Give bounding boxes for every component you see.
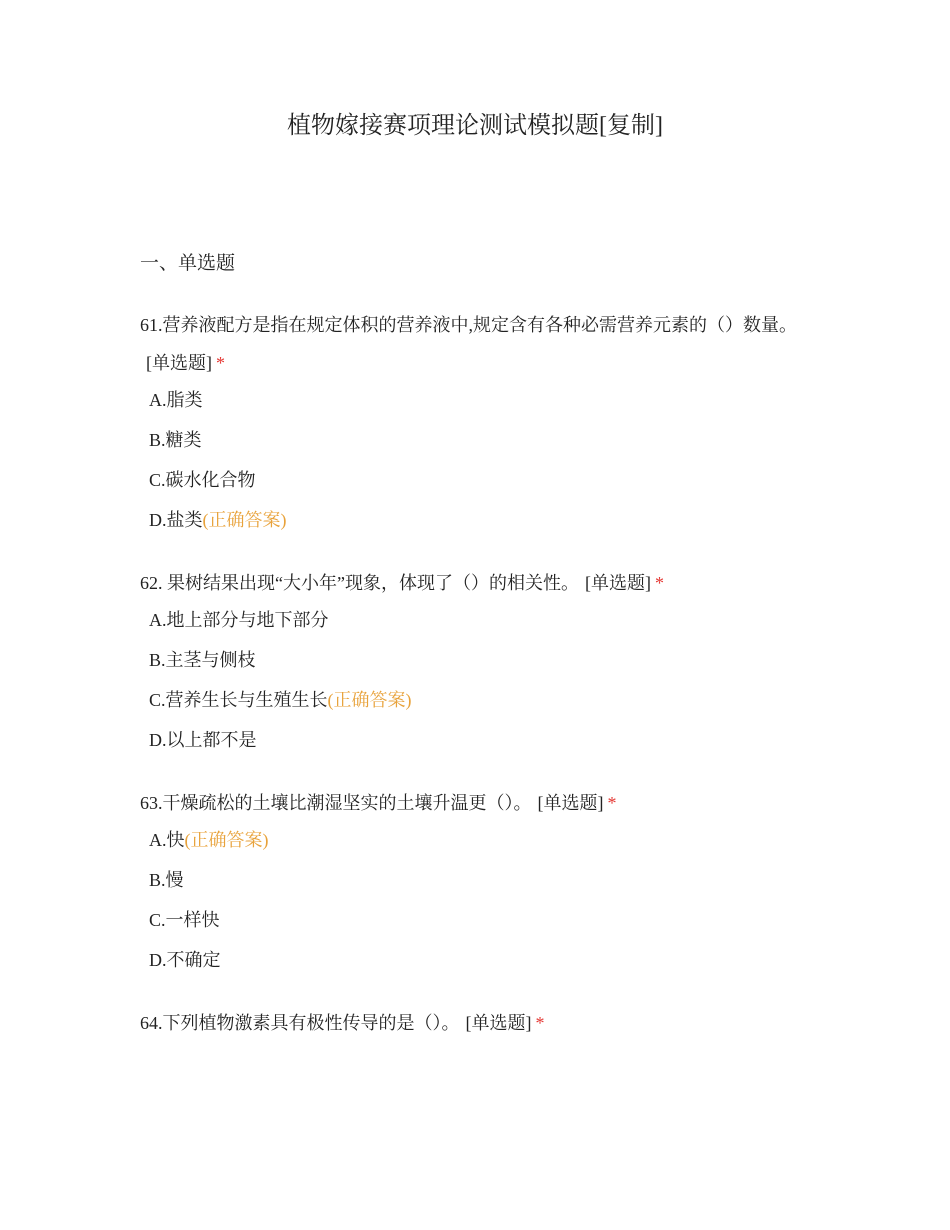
question-type-label: [单选题]: [146, 353, 212, 373]
option-c[interactable]: [149, 686, 800, 714]
required-marker: *: [535, 1013, 545, 1033]
option-c[interactable]: [149, 906, 800, 934]
section-heading: 一、单选题: [140, 253, 236, 274]
option-b[interactable]: [149, 646, 800, 674]
option-label: B.主茎与侧枝: [149, 650, 256, 670]
question-text: [140, 306, 800, 382]
question-64: [140, 1004, 800, 1042]
option-a[interactable]: [149, 606, 800, 634]
option-label: C.营养生长与生殖生长: [149, 690, 328, 710]
option-label: D.盐类: [149, 510, 203, 530]
question-stem: 64.下列植物激素具有极性传导的是（）。: [140, 1013, 460, 1033]
option-c[interactable]: [149, 466, 800, 494]
correct-answer-tag: (正确答案): [202, 510, 287, 530]
question-type-label: [单选题]: [584, 573, 651, 593]
question-text: [140, 564, 800, 602]
question-text: [140, 1004, 800, 1042]
question-text: [140, 784, 800, 822]
option-label: D.不确定: [149, 950, 221, 970]
question-61: [140, 306, 800, 534]
correct-answer-tag: (正确答案): [327, 690, 412, 710]
option-label: C.碳水化合物: [149, 470, 256, 490]
option-label: A.地上部分与地下部分: [149, 610, 329, 630]
correct-answer-tag: (正确答案): [184, 830, 269, 850]
option-b[interactable]: [149, 866, 800, 894]
question-62: [140, 564, 800, 754]
question-stem: 62. 果树结果出现“大小年”现象，体现了（）的相关性。: [140, 573, 579, 593]
required-marker: *: [607, 793, 617, 813]
option-b[interactable]: [149, 426, 800, 454]
option-d[interactable]: [149, 506, 800, 534]
option-d[interactable]: [149, 946, 800, 974]
page-title: 植物嫁接赛项理论测试模拟题[复制]: [287, 113, 663, 139]
question-stem: 61.营养液配方是指在规定体积的营养液中,规定含有各种必需营养元素的（）数量。: [140, 315, 797, 335]
question-63: [140, 784, 800, 974]
option-label: C.一样快: [149, 910, 220, 930]
question-type-label: [单选题]: [465, 1013, 532, 1033]
question-stem: 63.干燥疏松的土壤比潮湿坚实的土壤升温更（）。: [140, 793, 532, 813]
question-type-label: [单选题]: [537, 793, 604, 813]
question-list: [140, 306, 800, 1072]
option-label: B.糖类: [149, 430, 202, 450]
option-label: B.慢: [149, 870, 184, 890]
required-marker: *: [654, 573, 664, 593]
required-marker: *: [216, 353, 225, 373]
option-a[interactable]: [149, 826, 800, 854]
option-d[interactable]: [149, 726, 800, 754]
option-label: A.脂类: [149, 390, 203, 410]
option-label: D.以上都不是: [149, 730, 257, 750]
option-a[interactable]: [149, 386, 800, 414]
option-label: A.快: [149, 830, 185, 850]
